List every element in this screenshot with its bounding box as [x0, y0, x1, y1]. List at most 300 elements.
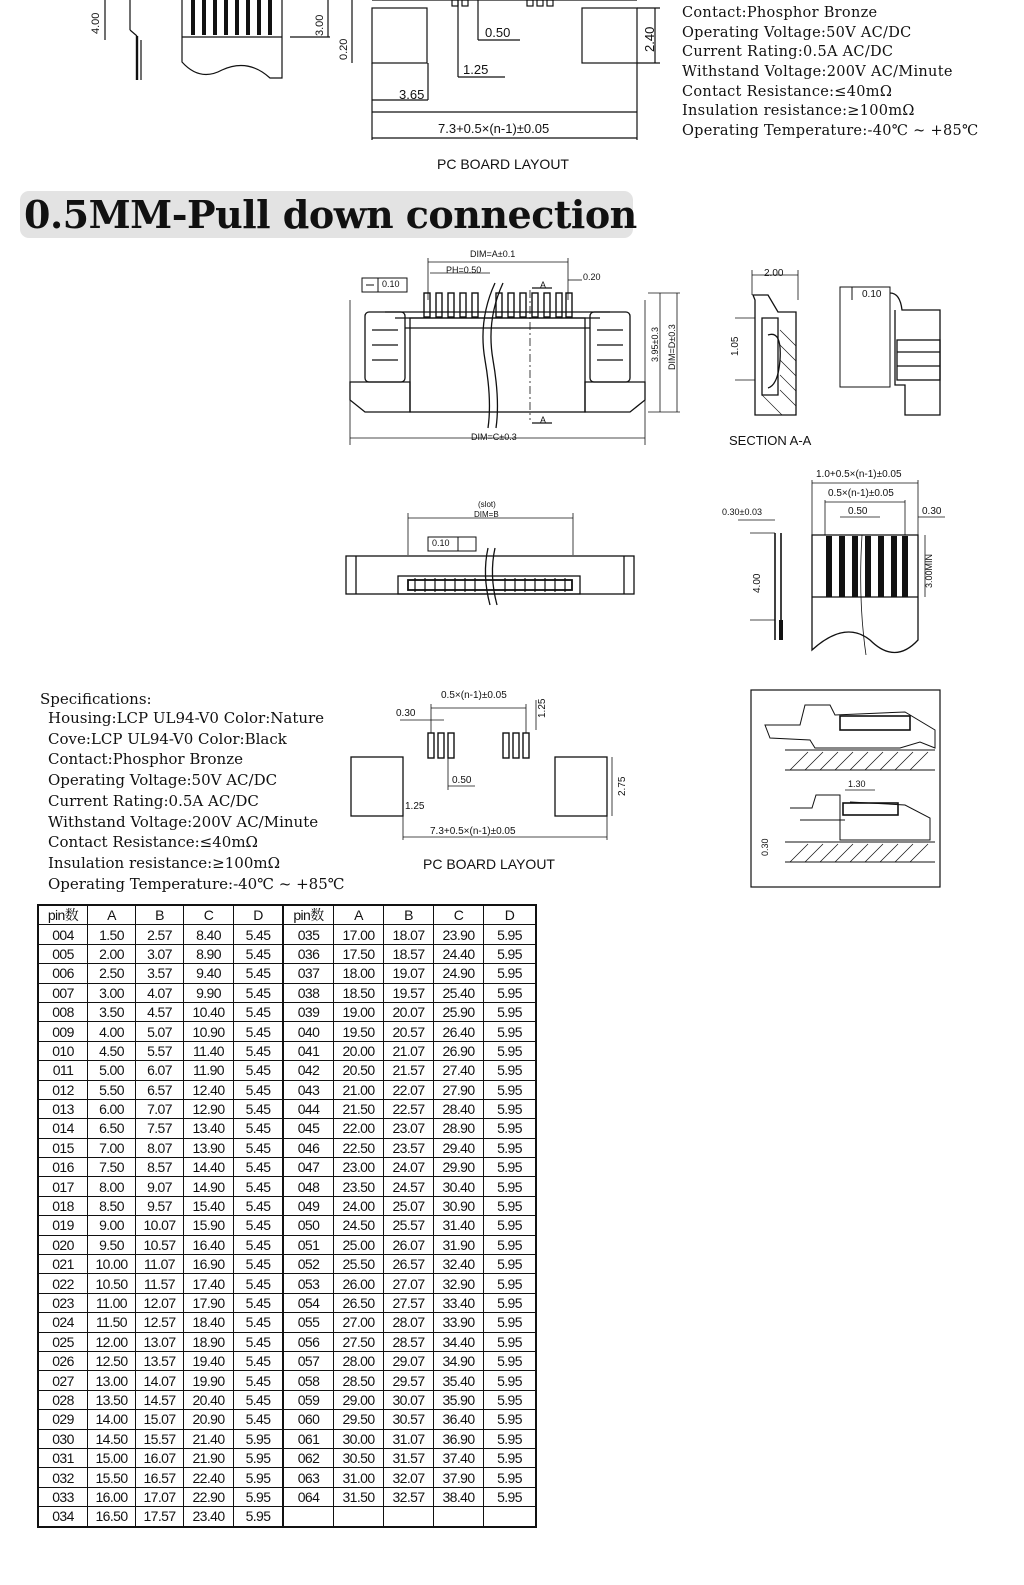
table-row [38, 1041, 536, 1060]
table-row [38, 1313, 536, 1332]
table-cell: 5.45 [234, 1119, 284, 1138]
table-cell: 25.07 [384, 1196, 434, 1215]
table-cell: 28.57 [384, 1332, 434, 1351]
pcb-caption: PC BOARD LAYOUT [423, 856, 555, 872]
table-row [38, 1448, 536, 1467]
spec-line: Operating Temperature:-40℃ ~ +85℃ [48, 874, 345, 893]
table-cell: 16.50 [88, 1507, 136, 1527]
table-cell: 027 [38, 1371, 88, 1390]
table-cell [484, 1507, 537, 1527]
section-caption: SECTION A-A [729, 433, 812, 448]
table-cell: 8.00 [88, 1177, 136, 1196]
spec-line: Contact:Phosphor Bronze [48, 750, 243, 769]
table-cell: 14.07 [136, 1371, 184, 1390]
pcb-275: 2.75 [617, 776, 628, 796]
table-cell: 29.90 [434, 1158, 484, 1177]
table-cell: 31.00 [334, 1468, 384, 1487]
table-cell: 9.07 [136, 1177, 184, 1196]
table-cell: 12.07 [136, 1293, 184, 1312]
pcb-125v: 1.25 [537, 698, 548, 718]
bottom-tol-label: 0.10 [432, 538, 450, 548]
table-cell: 14.00 [88, 1410, 136, 1429]
table-cell: 29.07 [384, 1351, 434, 1370]
table-cell [334, 1507, 384, 1527]
table-cell: 041 [283, 1041, 334, 1060]
table-cell: 31.50 [334, 1487, 384, 1506]
table-cell: 26.57 [384, 1255, 434, 1274]
table-cell: 25.00 [334, 1235, 384, 1254]
table-cell: 24.50 [334, 1216, 384, 1235]
table-cell: 16.40 [184, 1235, 234, 1254]
table-header-row [38, 905, 536, 925]
table-cell: 033 [38, 1487, 88, 1506]
table-cell: 13.07 [136, 1332, 184, 1351]
spec-line: Contact Resistance:≤40mΩ [48, 833, 258, 852]
table-cell: 5.45 [234, 925, 284, 944]
table-cell: 3.57 [136, 964, 184, 983]
table-cell: 2.50 [88, 964, 136, 983]
table-cell: 28.90 [434, 1119, 484, 1138]
header-cell: C [434, 905, 484, 925]
table-cell: 5.95 [234, 1487, 284, 1506]
table-cell: 16.00 [88, 1487, 136, 1506]
spec-line: Withstand Voltage:200V AC/Minute [48, 812, 319, 831]
table-cell: 5.95 [484, 944, 537, 963]
table-cell: 008 [38, 1002, 88, 1021]
table-cell: 35.40 [434, 1371, 484, 1390]
table-cell: 063 [283, 1468, 334, 1487]
specifications-block [40, 690, 345, 894]
table-cell: 3.50 [88, 1002, 136, 1021]
table-cell: 35.90 [434, 1390, 484, 1409]
table-cell: 27.90 [434, 1080, 484, 1099]
table-cell: 21.57 [384, 1061, 434, 1080]
table-row [38, 1293, 536, 1312]
table-cell: 5.95 [234, 1468, 284, 1487]
table-cell: 5.45 [234, 1022, 284, 1041]
table-cell: 10.07 [136, 1216, 184, 1235]
table-cell: 5.95 [484, 1196, 537, 1215]
table-cell: 17.50 [334, 944, 384, 963]
top-spec-line: Insulation resistance:≥100mΩ [682, 103, 915, 119]
table-cell: 047 [283, 1158, 334, 1177]
table-cell: 23.57 [384, 1138, 434, 1157]
top-spec-line: Contact:Phosphor Bronze [682, 5, 878, 21]
table-cell: 19.57 [384, 983, 434, 1002]
header-cell: A [334, 905, 384, 925]
table-cell [283, 1507, 334, 1527]
table-cell: 5.95 [484, 1390, 537, 1409]
table-cell: 20.57 [384, 1022, 434, 1041]
table-cell: 5.45 [234, 1216, 284, 1235]
table-row [38, 1255, 536, 1274]
pcb-030: 0.30 [396, 708, 416, 719]
table-cell: 8.57 [136, 1158, 184, 1177]
table-cell: 5.45 [234, 1332, 284, 1351]
section-title: 0.5MM-Pull down connection [24, 192, 637, 237]
table-cell: 38.40 [434, 1487, 484, 1506]
table-cell: 010 [38, 1041, 88, 1060]
table-cell: 26.90 [434, 1041, 484, 1060]
table-cell: 23.00 [334, 1158, 384, 1177]
table-cell: 8.50 [88, 1196, 136, 1215]
table-cell: 034 [38, 1507, 88, 1527]
table-cell: 040 [283, 1022, 334, 1041]
header-cell: pin数 [38, 905, 88, 925]
table-row [38, 1002, 536, 1021]
table-cell: 5.45 [234, 1371, 284, 1390]
table-cell: 21.00 [334, 1080, 384, 1099]
table-cell: 25.57 [384, 1216, 434, 1235]
table-cell: 7.00 [88, 1138, 136, 1157]
table-cell: 031 [38, 1448, 88, 1467]
table-cell: 19.50 [334, 1022, 384, 1041]
table-cell: 20.50 [334, 1061, 384, 1080]
table-cell: 052 [283, 1255, 334, 1274]
table-cell: 23.07 [384, 1119, 434, 1138]
table-cell: 18.57 [384, 944, 434, 963]
table-cell: 34.90 [434, 1351, 484, 1370]
table-cell: 5.45 [234, 1235, 284, 1254]
table-cell: 9.90 [184, 983, 234, 1002]
table-cell: 20.40 [184, 1390, 234, 1409]
table-cell: 10.50 [88, 1274, 136, 1293]
table-cell: 28.07 [384, 1313, 434, 1332]
table-cell: 5.45 [234, 1313, 284, 1332]
table-cell: 050 [283, 1216, 334, 1235]
table-cell: 5.45 [234, 1255, 284, 1274]
dim-200-label: 2.00 [764, 268, 784, 279]
table-cell: 37.90 [434, 1468, 484, 1487]
table-cell: 21.07 [384, 1041, 434, 1060]
table-cell: 36.40 [434, 1410, 484, 1429]
table-cell: 12.40 [184, 1080, 234, 1099]
detail-130: 1.30 [848, 779, 866, 789]
header-cell: D [234, 905, 284, 925]
header-cell: A [88, 905, 136, 925]
table-cell: 5.45 [234, 1196, 284, 1215]
table-cell: 10.40 [184, 1002, 234, 1021]
top-spec-line: Withstand Voltage:200V AC/Minute [682, 64, 953, 80]
table-cell: 5.95 [484, 1177, 537, 1196]
table-cell: 10.00 [88, 1255, 136, 1274]
table-cell: 8.90 [184, 944, 234, 963]
table-row [38, 1099, 536, 1118]
table-cell: 11.57 [136, 1274, 184, 1293]
table-cell: 28.50 [334, 1371, 384, 1390]
table-cell: 2.00 [88, 944, 136, 963]
table-cell: 053 [283, 1274, 334, 1293]
table-row [38, 944, 536, 963]
table-cell: 26.40 [434, 1022, 484, 1041]
table-cell: 22.40 [184, 1468, 234, 1487]
table-cell: 5.95 [484, 1351, 537, 1370]
table-cell: 6.57 [136, 1080, 184, 1099]
table-row [38, 1138, 536, 1157]
table-cell: 18.07 [384, 925, 434, 944]
table-cell: 5.95 [484, 1487, 537, 1506]
table-row [38, 1410, 536, 1429]
table-cell: 049 [283, 1196, 334, 1215]
table-cell: 023 [38, 1293, 88, 1312]
header-cell: C [184, 905, 234, 925]
table-cell: 30.50 [334, 1448, 384, 1467]
table-cell: 5.45 [234, 1002, 284, 1021]
table-cell: 5.95 [484, 1235, 537, 1254]
table-cell: 32.90 [434, 1274, 484, 1293]
table-cell: 5.95 [234, 1429, 284, 1448]
header-cell: B [384, 905, 434, 925]
table-cell: 22.50 [334, 1138, 384, 1157]
fpc-300min: 3.00MIN [924, 553, 934, 588]
table-cell: 26.07 [384, 1235, 434, 1254]
tol-label: 0.10 [382, 279, 400, 289]
section-mark-a: A [540, 415, 547, 425]
table-cell: 18.50 [334, 983, 384, 1002]
table-cell: 36.90 [434, 1429, 484, 1448]
table-cell: 14.90 [184, 1177, 234, 1196]
table-row [38, 1507, 536, 1527]
top-dim-3: 3.00 [314, 14, 326, 36]
spec-line: Insulation resistance:≥100mΩ [48, 853, 281, 872]
table-cell: 6.00 [88, 1099, 136, 1118]
table-cell: 5.95 [484, 925, 537, 944]
table-cell: 025 [38, 1332, 88, 1351]
table-cell: 5.95 [484, 1022, 537, 1041]
table-cell: 019 [38, 1216, 88, 1235]
table-cell: 13.57 [136, 1351, 184, 1370]
top-dim-125: 1.25 [463, 62, 489, 77]
table-cell: 26.00 [334, 1274, 384, 1293]
table-cell: 19.07 [384, 964, 434, 983]
table-cell: 24.00 [334, 1196, 384, 1215]
table-cell: 31.40 [434, 1216, 484, 1235]
parallel-tol-label: 0.10 [862, 289, 882, 300]
table-cell: 5.95 [484, 1468, 537, 1487]
table-cell: 13.90 [184, 1138, 234, 1157]
table-cell: 28.40 [434, 1099, 484, 1118]
table-cell: 037 [283, 964, 334, 983]
table-cell: 14.40 [184, 1158, 234, 1177]
top-dim-365: 3.65 [399, 87, 425, 102]
table-cell: 25.90 [434, 1002, 484, 1021]
table-cell: 12.50 [88, 1351, 136, 1370]
table-row [38, 1061, 536, 1080]
table-cell: 004 [38, 925, 88, 944]
slot-label: (slot) [478, 500, 496, 509]
table-cell: 29.40 [434, 1138, 484, 1157]
top-dim-240: 2.40 [642, 26, 657, 52]
table-cell: 5.95 [484, 1255, 537, 1274]
table-cell: 5.95 [484, 1080, 537, 1099]
table-cell: 5.45 [234, 964, 284, 983]
table-cell: 048 [283, 1177, 334, 1196]
table-cell: 24.40 [434, 944, 484, 963]
table-row [38, 964, 536, 983]
table-cell: 007 [38, 983, 88, 1002]
table-cell: 029 [38, 1410, 88, 1429]
table-cell: 19.90 [184, 1371, 234, 1390]
fpc-400: 4.00 [752, 573, 763, 593]
table-row [38, 1235, 536, 1254]
table-cell: 11.40 [184, 1041, 234, 1060]
table-cell: 13.40 [184, 1119, 234, 1138]
table-cell: 12.00 [88, 1332, 136, 1351]
table-cell: 10.57 [136, 1235, 184, 1254]
table-cell: 5.95 [484, 1274, 537, 1293]
table-cell: 5.45 [234, 1158, 284, 1177]
top-spec-line: Contact Resistance:≤40mΩ [682, 84, 893, 100]
table-cell: 33.40 [434, 1293, 484, 1312]
table-cell: 006 [38, 964, 88, 983]
pcb-050: 0.50 [452, 775, 472, 786]
table-cell: 25.40 [434, 983, 484, 1002]
table-cell: 19.00 [334, 1002, 384, 1021]
table-row [38, 983, 536, 1002]
table-cell: 28.00 [334, 1351, 384, 1370]
table-cell: 051 [283, 1235, 334, 1254]
table-cell: 22.00 [334, 1119, 384, 1138]
table-row [38, 1158, 536, 1177]
detail-030: 0.30 [760, 838, 770, 856]
top-spec-line: Operating Temperature:-40℃ ~ +85℃ [682, 123, 979, 139]
table-cell: 20.00 [334, 1041, 384, 1060]
pcb-125: 1.25 [405, 801, 425, 812]
table-cell: 2.57 [136, 925, 184, 944]
table-cell: 5.45 [234, 1390, 284, 1409]
table-cell: 5.95 [484, 1313, 537, 1332]
table-cell: 054 [283, 1293, 334, 1312]
pin-dimension-table [37, 904, 537, 1528]
table-cell: 013 [38, 1099, 88, 1118]
table-row [38, 1080, 536, 1099]
top-dim-4: 4.00 [90, 12, 102, 34]
table-cell: 4.57 [136, 1002, 184, 1021]
spec-line: Cove:LCP UL94-V0 Color:Black [48, 729, 287, 748]
table-cell: 046 [283, 1138, 334, 1157]
table-cell: 23.90 [434, 925, 484, 944]
spec-line: Operating Voltage:50V AC/DC [48, 771, 278, 790]
table-cell: 5.95 [484, 1293, 537, 1312]
table-cell: 11.90 [184, 1061, 234, 1080]
table-cell: 34.40 [434, 1332, 484, 1351]
table-cell: 30.40 [434, 1177, 484, 1196]
table-cell: 27.00 [334, 1313, 384, 1332]
table-cell: 21.50 [334, 1099, 384, 1118]
table-cell: 4.07 [136, 983, 184, 1002]
table-cell: 18.90 [184, 1332, 234, 1351]
table-row [38, 925, 536, 944]
table-cell: 022 [38, 1274, 88, 1293]
table-cell: 5.07 [136, 1022, 184, 1041]
table-cell: 5.95 [234, 1507, 284, 1527]
table-cell: 10.90 [184, 1022, 234, 1041]
table-cell: 12.57 [136, 1313, 184, 1332]
table-row [38, 1216, 536, 1235]
table-row [38, 1371, 536, 1390]
table-cell: 14.50 [88, 1429, 136, 1448]
header-cell: D [484, 905, 537, 925]
table-cell: 32.40 [434, 1255, 484, 1274]
table-cell [384, 1507, 434, 1527]
table-cell: 15.57 [136, 1429, 184, 1448]
table-cell: 043 [283, 1080, 334, 1099]
table-cell: 035 [283, 925, 334, 944]
table-cell: 5.95 [484, 1216, 537, 1235]
table-cell: 27.07 [384, 1274, 434, 1293]
table-cell: 5.95 [484, 1138, 537, 1157]
table-cell: 24.57 [384, 1177, 434, 1196]
table-cell: 011 [38, 1061, 88, 1080]
table-cell: 16.90 [184, 1255, 234, 1274]
table-cell: 29.50 [334, 1410, 384, 1429]
table-cell: 29.57 [384, 1371, 434, 1390]
table-cell: 014 [38, 1119, 88, 1138]
table-cell: 17.90 [184, 1293, 234, 1312]
table-cell: 9.50 [88, 1235, 136, 1254]
table-cell: 5.45 [234, 1293, 284, 1312]
table-cell: 23.40 [184, 1507, 234, 1527]
dim-105-label: 1.05 [730, 336, 741, 356]
table-cell: 26.50 [334, 1293, 384, 1312]
spec-line: Housing:LCP UL94-V0 Color:Nature [48, 709, 325, 727]
table-cell: 31.07 [384, 1429, 434, 1448]
table-cell: 012 [38, 1080, 88, 1099]
table-cell: 5.45 [234, 1041, 284, 1060]
table-cell: 5.95 [234, 1448, 284, 1467]
table-cell: 25.50 [334, 1255, 384, 1274]
table-cell: 5.95 [484, 1448, 537, 1467]
table-cell: 5.00 [88, 1061, 136, 1080]
table-cell: 21.90 [184, 1448, 234, 1467]
table-cell: 22.90 [184, 1487, 234, 1506]
table-cell: 4.00 [88, 1022, 136, 1041]
table-cell: 30.90 [434, 1196, 484, 1215]
table-cell: 20.07 [384, 1002, 434, 1021]
table-cell: 5.50 [88, 1080, 136, 1099]
top-dim-020: 0.20 [338, 38, 350, 60]
table-cell: 036 [283, 944, 334, 963]
dim-d-label: DIM=D±0.3 [667, 324, 677, 370]
table-row [38, 1487, 536, 1506]
table-cell: 061 [283, 1429, 334, 1448]
table-cell: 5.95 [484, 1332, 537, 1351]
table-cell: 5.45 [234, 1274, 284, 1293]
table-cell: 5.45 [234, 1061, 284, 1080]
table-cell: 018 [38, 1196, 88, 1215]
table-cell: 020 [38, 1235, 88, 1254]
table-cell: 028 [38, 1390, 88, 1409]
table-cell: 5.95 [484, 1099, 537, 1118]
table-cell: 005 [38, 944, 88, 963]
table-cell: 9.00 [88, 1216, 136, 1235]
table-cell: 015 [38, 1138, 88, 1157]
table-cell: 060 [283, 1410, 334, 1429]
table-cell: 11.07 [136, 1255, 184, 1274]
fpc-030: 0.30 [922, 506, 942, 517]
table-cell: 032 [38, 1468, 88, 1487]
table-cell: 059 [283, 1390, 334, 1409]
table-cell: 30.57 [384, 1410, 434, 1429]
top-spec-line: Operating Voltage:50V AC/DC [682, 25, 912, 41]
table-cell: 31.90 [434, 1235, 484, 1254]
table-cell: 056 [283, 1332, 334, 1351]
table-cell: 22.57 [384, 1099, 434, 1118]
table-cell [434, 1507, 484, 1527]
table-cell: 23.50 [334, 1177, 384, 1196]
table-cell: 5.45 [234, 1080, 284, 1099]
table-cell: 3.07 [136, 944, 184, 963]
